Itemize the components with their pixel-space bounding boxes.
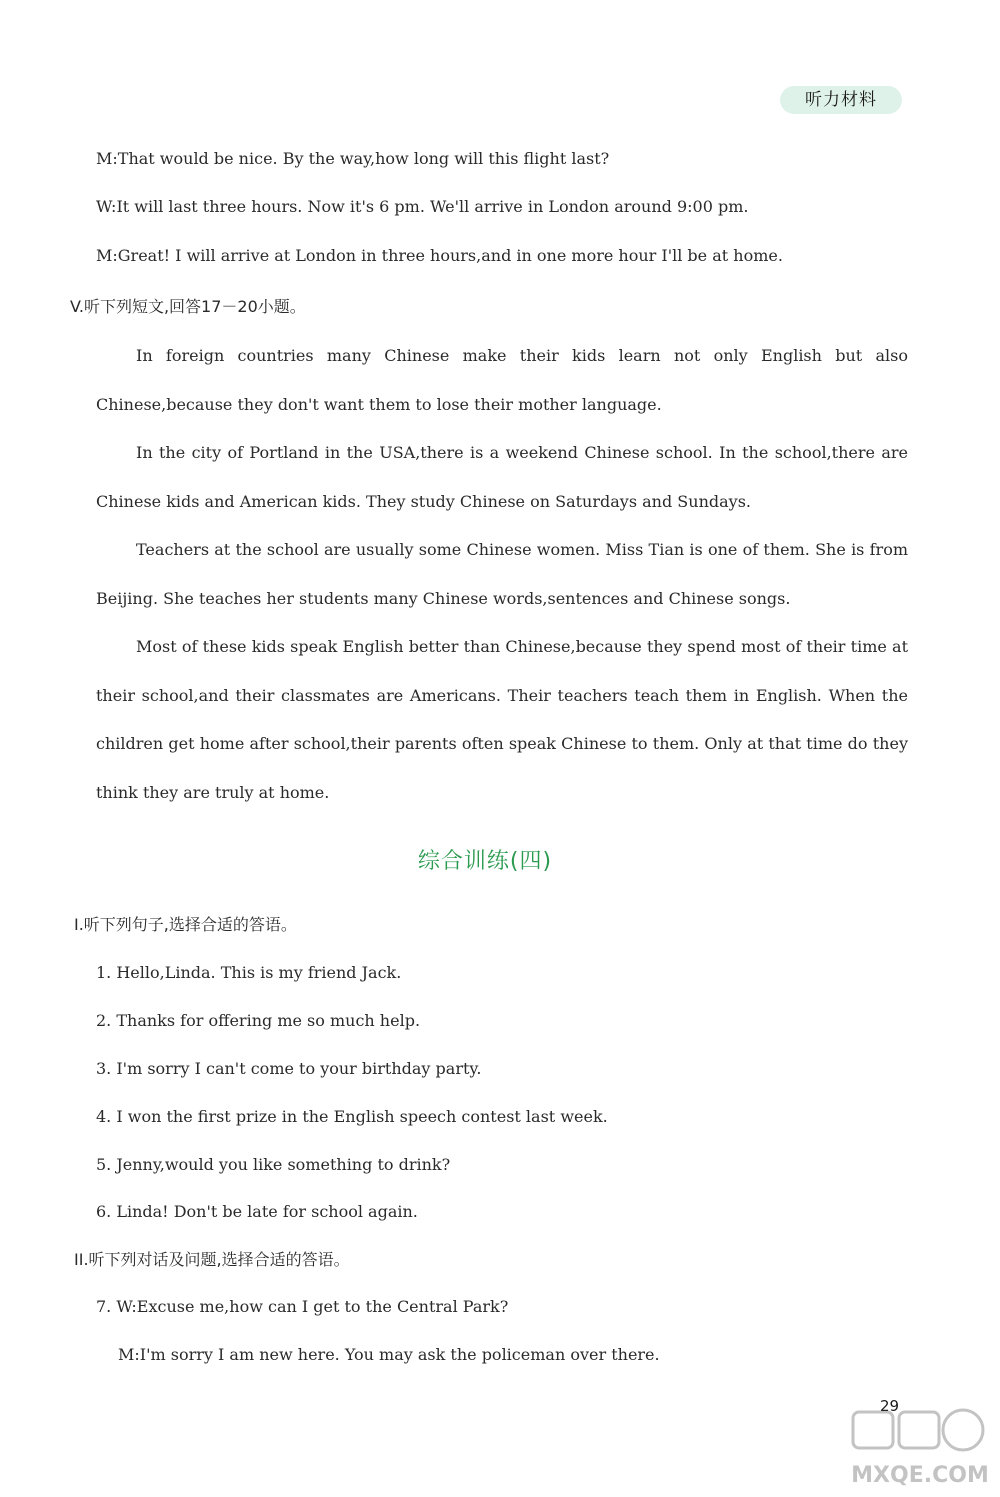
- section-i-heading: I.听下列句子,选择合适的答语。: [74, 915, 297, 934]
- list-item: 4. I won the first prize in the English speech contest last week.: [96, 1107, 608, 1126]
- watermark-logo: [845, 1404, 995, 1492]
- list-item: 2. Thanks for offering me so much help.: [96, 1011, 421, 1030]
- dialogue-line: W:It will last three hours. Now it's 6 pm. We'll arrive in London around 9:00 pm.: [96, 197, 749, 216]
- list-item: 1. Hello,Linda. This is my friend Jack.: [96, 963, 402, 982]
- section-tab: 听力材料: [780, 86, 902, 114]
- passage-paragraph: Teachers at the school are usually some Chinese women. Miss Tian is one of them. She is from Beijing. She teaches her students many Chinese words,sentences and Chinese songs.: [96, 540, 908, 608]
- dialogue-line: M:That would be nice. By the way,how long will this flight last?: [96, 149, 610, 168]
- passage-paragraph: In foreign countries many Chinese make their kids learn not only English but also Chinese,because they don't want them to lose their mother language.: [96, 346, 908, 414]
- training-title: 综合训练(四): [417, 849, 553, 874]
- passage-paragraph: Most of these kids speak English better than Chinese,because they spend most of their time at their school,and their classmates are Americans. Their teachers teach them in English. When the children get home after school,their parents often speak Chinese to them. Only at that time do they think they are truly at home.: [96, 637, 908, 802]
- section-v-heading: V.听下列短文,回答17－20小题。: [70, 297, 306, 316]
- list-item: 5. Jenny,would you like something to drink?: [96, 1155, 451, 1174]
- passage-paragraph: In the city of Portland in the USA,there is a weekend Chinese school. In the school,there are Chinese kids and American kids. They study Chinese on Saturdays and Sundays.: [96, 443, 908, 511]
- page-number: 29: [880, 1397, 900, 1415]
- dialogue-line: 7. W:Excuse me,how can I get to the Central Park?: [96, 1297, 509, 1316]
- watermark-text: MXQE.COM: [851, 1463, 989, 1488]
- list-item: 6. Linda! Don't be late for school again.: [96, 1202, 418, 1221]
- list-item: 3. I'm sorry I can't come to your birthday party.: [96, 1059, 482, 1078]
- section-ii-heading: II.听下列对话及问题,选择合适的答语。: [74, 1250, 350, 1269]
- dialogue-line: M:I'm sorry I am new here. You may ask the policeman over there.: [118, 1345, 660, 1364]
- dialogue-line: M:Great! I will arrive at London in three hours,and in one more hour I'll be at home.: [96, 246, 783, 265]
